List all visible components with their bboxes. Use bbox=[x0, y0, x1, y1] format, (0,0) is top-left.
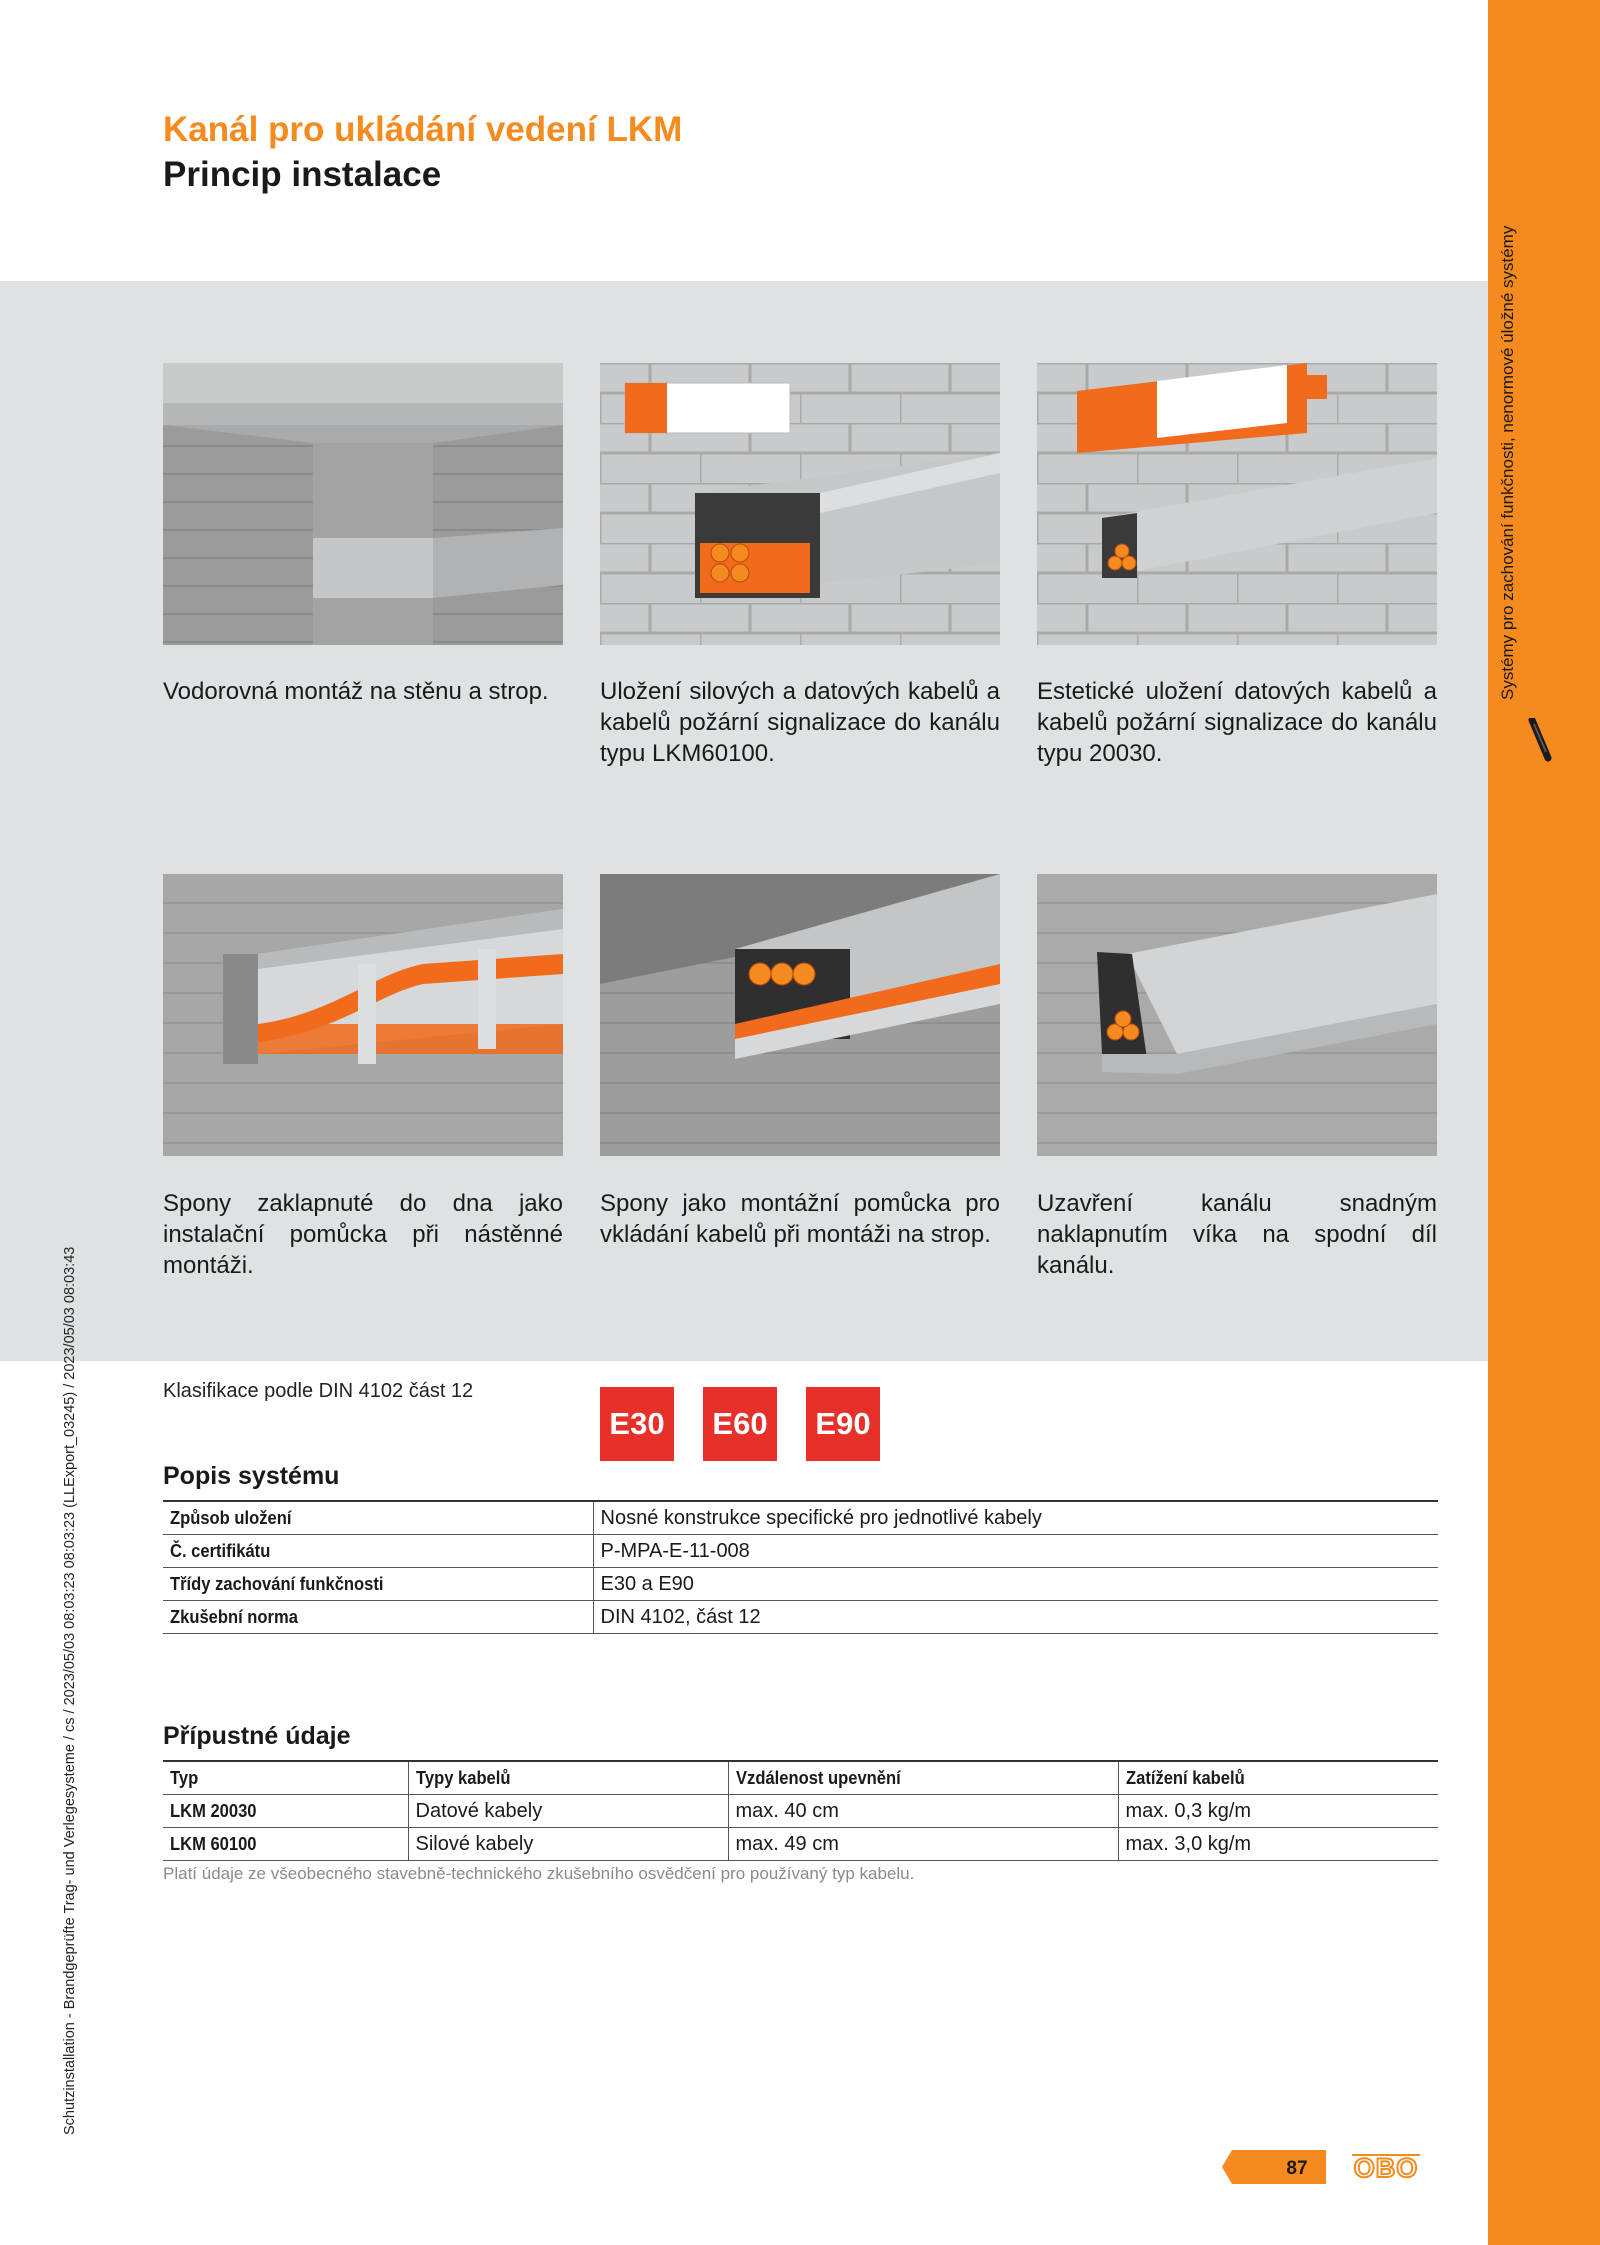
table-row bbox=[163, 1795, 1438, 1828]
row-value: Nosné konstrukce specifické pro jednotlivé kabely bbox=[593, 1501, 1438, 1535]
cell: max. 40 cm bbox=[728, 1795, 1118, 1828]
system-description-title: Popis systému bbox=[163, 1462, 340, 1490]
sidebar-vertical-text: Systémy pro zachování funkčnosti, nenormové úložné systémy bbox=[1498, 225, 1517, 700]
cell: max. 0,3 kg/m bbox=[1118, 1795, 1438, 1828]
column-header: Typy kabelů bbox=[415, 1767, 510, 1788]
row-value: E30 a E90 bbox=[593, 1568, 1438, 1601]
table-row bbox=[163, 1568, 1438, 1601]
photo-clips-ceiling-mount bbox=[600, 874, 1000, 1156]
cell: Datové kabely bbox=[408, 1795, 728, 1828]
caption-step-1: Vodorovná montáž na stěnu a strop. bbox=[163, 678, 549, 705]
column-header: Typ bbox=[170, 1767, 199, 1788]
caption-step-2: Uložení silových a datových kabelů a kabelů požární signalizace do kanálu typu LKM60100. bbox=[600, 678, 1000, 767]
row-value: P-MPA-E-11-008 bbox=[593, 1535, 1438, 1568]
document-export-stamp: Schutzinstallation - Brandgeprüfte Trag- und Verlegesysteme / cs / 2023/05/03 08:03:23 08:03:23 (LLExport_03245) / 2023/05/03 08:03:43 bbox=[62, 1246, 78, 2135]
row-label: Zkušební norma bbox=[170, 1606, 298, 1627]
brand-wordmark: OBO bbox=[1353, 2153, 1419, 2182]
type-cell: LKM 60100 bbox=[170, 1833, 257, 1854]
table-row bbox=[163, 1828, 1438, 1861]
badge-e30: E30 bbox=[600, 1387, 674, 1461]
caption-step-4: Spony zaklapnuté do dna jako instalační pomůcka při nástěnné montáži. bbox=[163, 1190, 563, 1279]
permissible-data-table bbox=[163, 1760, 1438, 1861]
page-subtitle: Princip instalace bbox=[163, 155, 442, 194]
obo-logo bbox=[1346, 2152, 1426, 2182]
caption-step-5: Spony jako montážní pomůcka pro vkládání kabelů při montáži na strop. bbox=[600, 1190, 1000, 1248]
photo-lkm20030-channel bbox=[1037, 363, 1437, 645]
cell: Silové kabely bbox=[408, 1828, 728, 1861]
badge-e90: E90 bbox=[806, 1387, 880, 1461]
cell: max. 3,0 kg/m bbox=[1118, 1828, 1438, 1861]
photo-lid-closing bbox=[1037, 874, 1437, 1156]
classification-label: Klasifikace podle DIN 4102 část 12 bbox=[163, 1380, 474, 1402]
badge-e60: E60 bbox=[703, 1387, 777, 1461]
page-number: 87 bbox=[1286, 2158, 1308, 2179]
table-row bbox=[163, 1535, 1438, 1568]
row-label: Způsob uložení bbox=[170, 1507, 292, 1528]
table-row bbox=[163, 1501, 1438, 1535]
column-header: Vzdálenost upevnění bbox=[735, 1767, 901, 1788]
table-footnote: Platí údaje ze všeobecného stavebně-technického zkušebního osvědčení pro používaný typ kabelu. bbox=[163, 1864, 915, 1883]
row-value: DIN 4102, část 12 bbox=[593, 1601, 1438, 1634]
column-header: Zatížení kabelů bbox=[1125, 1767, 1245, 1788]
page-title: Kanál pro ukládání vedení LKM bbox=[163, 110, 683, 149]
photo-wall-ceiling-mount bbox=[163, 363, 563, 645]
table-row bbox=[163, 1601, 1438, 1634]
caption-step-6: Uzavření kanálu snadným naklapnutím víka na spodní díl kanálu. bbox=[1037, 1190, 1437, 1279]
table-header-row bbox=[163, 1761, 1438, 1795]
photo-lkm60100-channel bbox=[600, 363, 1000, 645]
permissible-data-title: Přípustné údaje bbox=[163, 1722, 351, 1750]
type-cell: LKM 20030 bbox=[170, 1800, 257, 1821]
row-label: Č. certifikátu bbox=[170, 1540, 271, 1561]
caption-step-3: Estetické uložení datových kabelů a kabelů požární signalizace do kanálu typu 20030. bbox=[1037, 678, 1437, 767]
page-number-tab bbox=[1222, 2150, 1326, 2184]
row-label: Třídy zachování funkčnosti bbox=[170, 1573, 384, 1594]
cable-icon bbox=[1528, 718, 1552, 764]
cell: max. 49 cm bbox=[728, 1828, 1118, 1861]
photo-clips-wall-mount bbox=[163, 874, 563, 1156]
system-description-table bbox=[163, 1500, 1438, 1634]
